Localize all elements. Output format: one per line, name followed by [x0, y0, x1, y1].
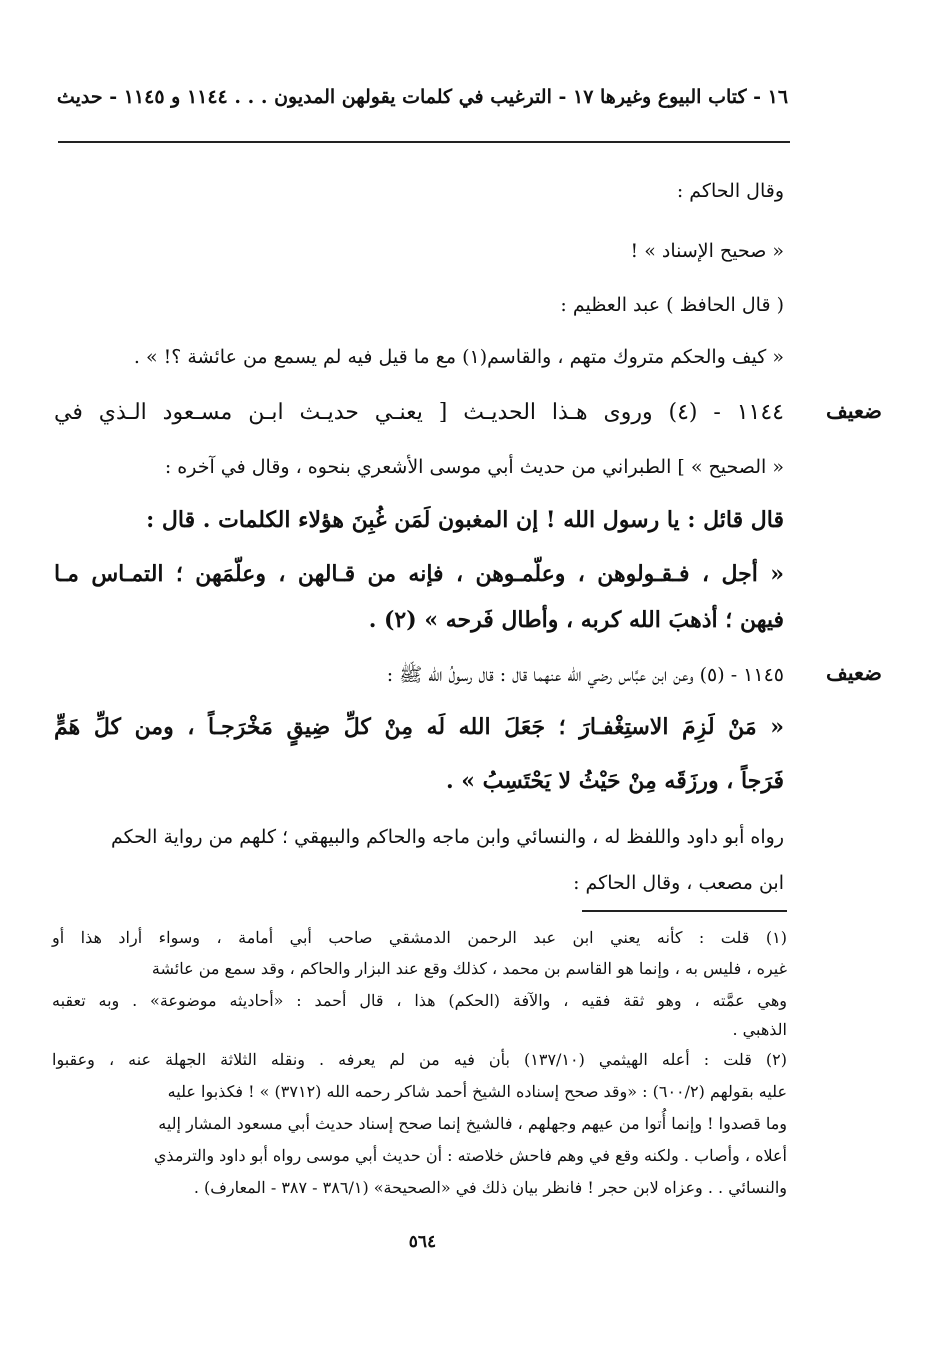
hadith-1144-line-4: « أجل ، فـقـولوهن ، وعلّمـوهن ، فإنه من قـالهن ، وعلّمَهن ؛ التمـاس مـا	[54, 561, 784, 587]
text-line-hakim-said: وقال الحاكم :	[676, 180, 784, 202]
hadith-1144-line-2: « الصحيح » ] الطبراني من حديث أبي موسى الأشعري بنحوه ، وقال في آخره :	[164, 456, 784, 478]
hadith-1145-line-5: ابن مصعب ، وقال الحاكم :	[573, 872, 784, 894]
grade-label-1144: ضعيف	[825, 398, 882, 423]
footnote-2-line-1: (٢) قلت : أعله الهيثمي (١٣٧/١٠) بأن فيه من لم يعرفه . ونقله الثلاثة الجهلة عنه ، وعقبوا	[52, 1050, 787, 1069]
footnote-1-line-2: غيره ، فليس به ، وإنما هو القاسم بن محمد ، كذلك وقع عند البزار والحاكم ، وقد سمع من عائشة	[151, 959, 787, 978]
footnote-2-line-3: وما قصدوا ! وإنما أُتوا من عيهم وجهلهم ، فالشيخ إنما صحح إسناد حديث أبي مسعود المشار إليه	[158, 1114, 787, 1133]
footnote-2-line-2: عليه بقولهم (٦٠٠/٢) : «وقد صحح إسناده الشيخ أحمد شاكر رحمه الله (٣٧١٢) » ! فكذبوا عليه	[167, 1082, 787, 1101]
hadith-1145-line-3: فَرَجاً ، ورزَقَه مِنْ حَيْثُ لا يَحْتَسِبُ » .	[445, 768, 784, 794]
footnote-1-line-3: وهي عمَّته ، وهو ثقة فقيه ، والآفة (الحكم) هذا ، قال أحمد : «أحاديثه موضوعة» . وبه تعقبه	[52, 991, 787, 1010]
text-line-sahih-isnad: « صحيح الإسناد » !	[630, 240, 784, 262]
footnote-1-line-1: (١) قلت : كأنه يعني ابن عبد الرحمن الدمشقي صاحب أبي أمامة ، وسواء أراد هذا أو	[52, 928, 787, 947]
running-head: ١٦ - كتاب البيوع وغيرها ١٧ - الترغيب في كلمات يقولهن المديون . . . ١١٤٤ و ١١٤٥ - حديث	[56, 86, 789, 108]
header-rule	[58, 141, 790, 143]
footnote-1-line-4: الذهبي .	[732, 1020, 787, 1039]
hadith-1145-line-4: رواه أبو داود واللفظ له ، والنسائي وابن ماجه والحاكم والبيهقي ؛ كلهم من رواية الحكم	[110, 826, 784, 848]
text-line-hafiz-comment: « كيف والحكم متروك متهم ، والقاسم(١) مع ما قيل فيه لم يسمع من عائشة ؟! » .	[133, 346, 784, 368]
footnote-2-line-4: أعلاه ، وأصاب . ولكنه وقع في وهم فاحش خلاصته : أن حديث أبي موسى رواه أبو داود والترمذي	[153, 1146, 787, 1165]
hadith-1145-line-1: ١١٤٥ - (٥) وعن ابن عبَّاس رضي الله عنهما قال : قال رسولُ الله ﷺ :	[386, 664, 784, 686]
hadith-1144-line-3: قال قائل : يا رسول الله ! إن المغبون لَمَن غُبِنَ هؤلاء الكلمات . قال :	[146, 507, 784, 533]
grade-label-1145: ضعيف	[825, 660, 882, 685]
hadith-1144-line-1: ١١٤٤ - (٤) وروى هـذا الحديـث [ يعنـي حديـث ابـن مسـعود الـذي في	[54, 400, 784, 425]
page-number: ٥٦٤	[408, 1232, 437, 1252]
hadith-1145-line-2: « مَنْ لَزِمَ الاستِغْفـارَ ؛ جَعَلَ الله لَه مِنْ كلِّ ضِيقٍ مَخْرَجـاً ، ومن كلِّ هَمٍّ	[54, 714, 784, 740]
hadith-1144-line-5: فيهن ؛ أذهبَ الله كربه ، وأطال فَرحه » (٢) .	[368, 607, 784, 633]
footnote-rule	[582, 910, 787, 912]
footnote-2-line-5: والنسائي . . وعزاه لابن حجر ! فانظر بيان ذلك في «الصحيحة» (٣٨٦/١ - ٣٨٧ - المعارف) .	[193, 1178, 787, 1197]
text-line-hafiz-said: ( قال الحافظ ) عبد العظيم :	[560, 294, 784, 316]
